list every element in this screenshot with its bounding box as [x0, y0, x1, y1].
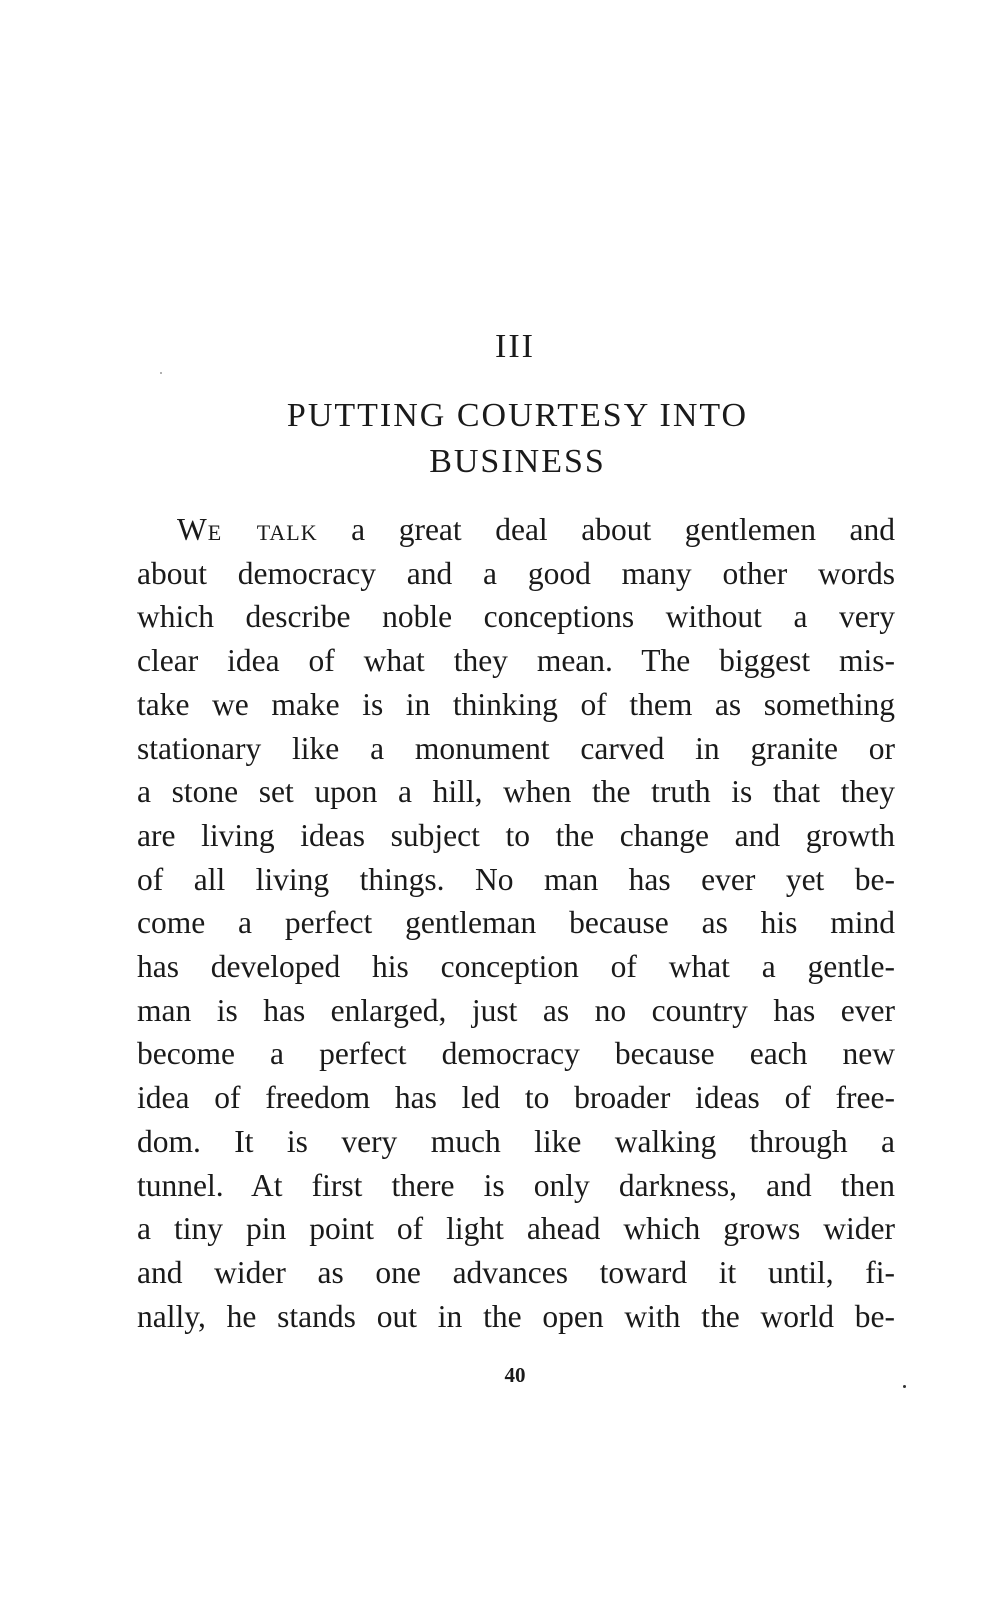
page-number: 40 [504, 1363, 526, 1387]
paragraph-line: We talk a great deal about gentlemen and [177, 512, 896, 547]
paragraph-line: clear idea of what they mean. The biggest mis- [137, 643, 895, 679]
chapter-title-line: BUSINESS [429, 443, 606, 480]
paragraph-line: take we make is in thinking of them as something [137, 686, 895, 722]
chapter-title-line: PUTTING COURTESY INTO [286, 397, 749, 434]
paragraph-line: nally, he stands out in the open with the world be- [137, 1298, 895, 1334]
paragraph-line: idea of freedom has led to broader ideas of free- [137, 1080, 895, 1116]
paragraph-line: come a perfect gentleman because as his mind [137, 905, 895, 941]
chapter-number: III [495, 328, 535, 365]
paragraph-line: which describe noble conceptions without a very [137, 599, 895, 635]
paragraph-line: stationary like a monument carved in granite or [137, 730, 895, 766]
paragraph-line: of all living things. No man has ever yet be- [137, 861, 895, 897]
scan-speck [903, 1385, 906, 1388]
body-paragraph [137, 508, 895, 1338]
paragraph-line: become a perfect democracy because each new [137, 1036, 895, 1072]
paragraph-line: dom. It is very much like walking through a [137, 1123, 895, 1159]
paragraph-line: are living ideas subject to the change and growth [137, 817, 895, 853]
paragraph-line: a stone set upon a hill, when the truth is that they [137, 774, 895, 810]
paragraph-line: a tiny pin point of light ahead which grows wider [137, 1211, 895, 1247]
chapter-title [140, 393, 895, 485]
scan-speck [160, 372, 162, 374]
paragraph-line: about democracy and a good many other words [137, 555, 895, 591]
paragraph-line: and wider as one advances toward it until, fi- [137, 1254, 895, 1290]
lead-in-smallcaps: We talk [177, 512, 318, 547]
paragraph-line: tunnel. At first there is only darkness, and then [137, 1167, 895, 1203]
paragraph-line: man is has enlarged, just as no country has ever [137, 992, 895, 1028]
paragraph-line: has developed his conception of what a gentle- [137, 949, 895, 985]
